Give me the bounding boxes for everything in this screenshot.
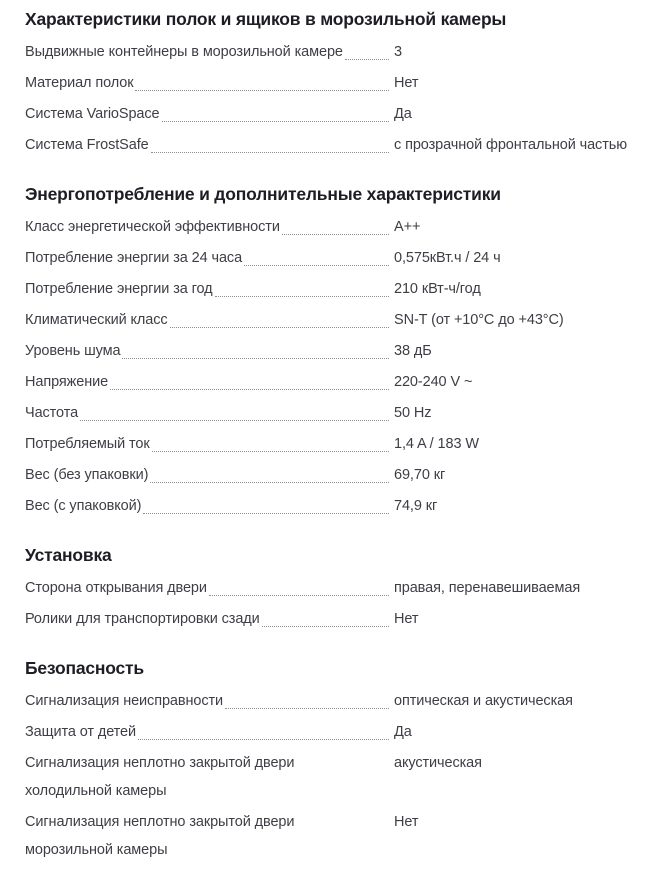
dotted-leader [152,451,389,452]
dotted-leader [170,327,389,328]
dotted-leader [244,265,389,266]
spec-row [25,492,650,520]
spec-label-text: Сигнализация неплотно закрытой двери морозильной камеры [25,814,295,858]
dotted-leader [282,234,389,235]
spec-label [25,306,391,334]
spec-section [25,657,650,864]
dotted-leader [345,59,389,60]
spec-label [25,399,391,427]
spec-label-text: Потребление энергии за 24 часа [25,250,243,266]
spec-row [25,213,650,241]
spec-label-text: Вес (с упаковкой) [25,498,142,514]
spec-label [25,100,391,128]
spec-label-text: Система VarioSpace [25,106,160,122]
spec-label [25,38,391,66]
spec-row [25,399,650,427]
dotted-leader [135,90,389,91]
spec-label [25,605,391,633]
spec-label [25,368,391,396]
spec-label [25,492,391,520]
spec-list [25,8,650,864]
spec-value: с прозрачной фронтальной частью [394,137,627,153]
spec-label-text: Класс энергетической эффективности [25,219,280,235]
spec-label-text: Выдвижные контейнеры в морозильной камере [25,44,343,60]
spec-value: правая, перенавешиваемая [394,580,581,596]
spec-row [25,306,650,334]
spec-section [25,8,650,159]
spec-value: 38 дБ [394,343,432,359]
section-title: Безопасность [25,658,144,678]
spec-label-text: Уровень шума [25,343,121,359]
dotted-leader [215,296,389,297]
dotted-leader [209,595,389,596]
dotted-leader [138,739,389,740]
spec-value: 69,70 кг [394,467,446,483]
dotted-leader [151,152,389,153]
spec-row [25,574,650,602]
spec-value: 0,575кВт.ч / 24 ч [394,250,501,266]
spec-label [25,749,391,805]
spec-value: Нет [394,611,419,627]
spec-row [25,38,650,66]
dotted-leader [80,420,389,421]
dotted-leader [262,626,389,627]
spec-row [25,461,650,489]
spec-label [25,131,391,159]
spec-label [25,69,391,97]
spec-row [25,275,650,303]
spec-row [25,808,650,864]
spec-label [25,213,391,241]
spec-label [25,687,391,715]
spec-label [25,718,391,746]
spec-value: A++ [394,219,421,235]
spec-row [25,605,650,633]
spec-label-text: Вес (без упаковки) [25,467,149,483]
section-title: Характеристики полок и ящиков в морозильной камеры [25,9,507,29]
spec-row [25,100,650,128]
spec-value: акустическая [394,755,482,771]
section-title: Энергопотребление и дополнительные характеристики [25,184,501,204]
spec-label [25,244,391,272]
spec-label-text: Напряжение [25,374,109,390]
spec-label-text: Сигнализация неисправности [25,693,224,709]
spec-label-text: Материал полок [25,75,134,91]
spec-row [25,69,650,97]
spec-label-text: Сигнализация неплотно закрытой двери холодильной камеры [25,755,295,799]
spec-value: 50 Hz [394,405,432,421]
spec-row [25,687,650,715]
spec-label-text: Ролики для транспортировки сзади [25,611,260,627]
spec-label-text: Потребление энергии за год [25,281,213,297]
dotted-leader [162,121,389,122]
spec-value: Да [394,106,412,122]
spec-value: 220-240 V ~ [394,374,473,390]
dotted-leader [122,358,389,359]
spec-row [25,337,650,365]
spec-label [25,275,391,303]
spec-value: 210 кВт-ч/год [394,281,481,297]
spec-value: оптическая и акустическая [394,693,573,709]
spec-value: 3 [394,44,402,60]
spec-label [25,574,391,602]
spec-row [25,430,650,458]
spec-row [25,244,650,272]
spec-row [25,718,650,746]
spec-label-text: Климатический класс [25,312,168,328]
spec-value: Нет [394,75,419,91]
spec-label [25,808,391,864]
spec-row [25,131,650,159]
spec-value: SN-T (от +10°C до +43°C) [394,312,564,328]
spec-value: Да [394,724,412,740]
spec-row [25,368,650,396]
spec-label-text: Сторона открывания двери [25,580,207,596]
spec-label [25,337,391,365]
dotted-leader [225,708,389,709]
spec-label-text: Потребляемый ток [25,436,150,452]
spec-section [25,544,650,633]
spec-label-text: Частота [25,405,79,421]
section-title: Установка [25,545,112,565]
spec-label-text: Защита от детей [25,724,137,740]
dotted-leader [150,482,389,483]
spec-label [25,430,391,458]
spec-label [25,461,391,489]
dotted-leader [110,389,389,390]
spec-value: 1,4 A / 183 W [394,436,479,452]
spec-section [25,183,650,520]
dotted-leader [143,513,389,514]
spec-value: 74,9 кг [394,498,438,514]
spec-value: Нет [394,814,419,830]
spec-row [25,749,650,805]
spec-label-text: Система FrostSafe [25,137,149,153]
